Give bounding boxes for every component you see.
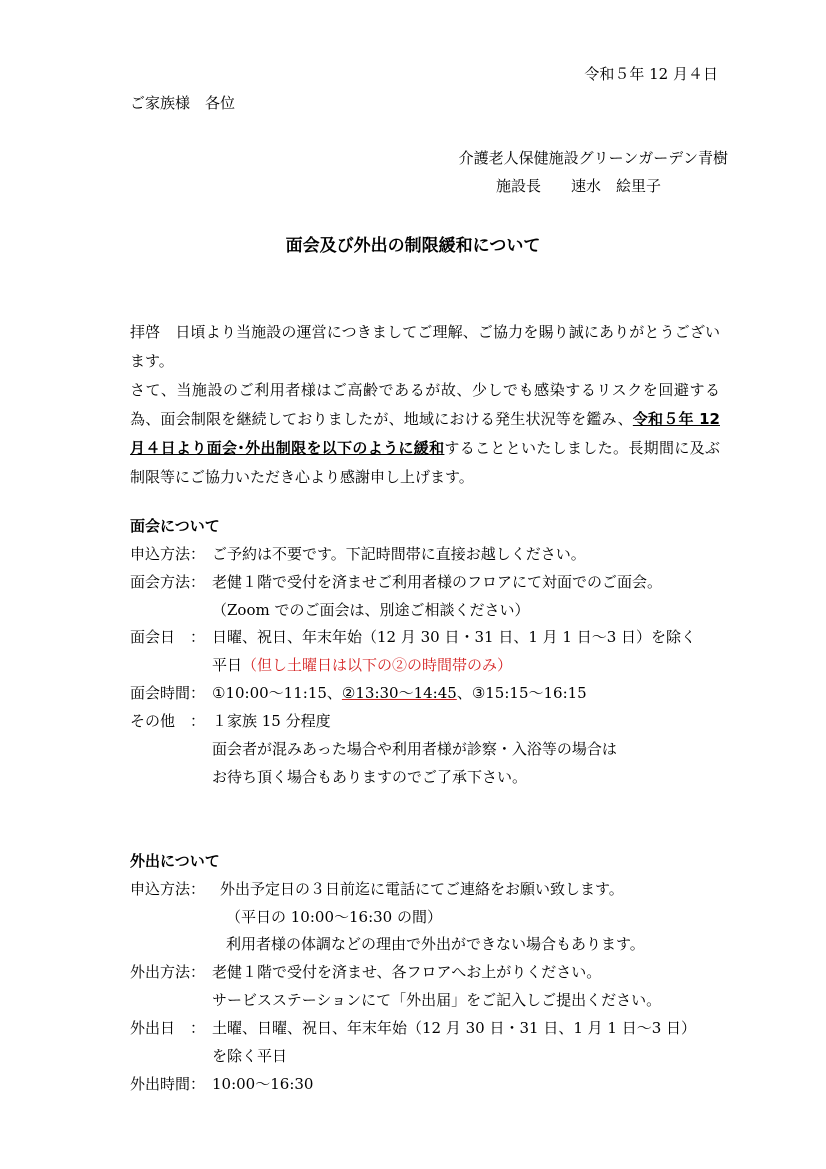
outing-day-label: 外出日 ： [130,1019,206,1037]
addressee: ご家族様 各位 [130,94,236,112]
outing-time-label: 外出時間： [130,1075,206,1093]
outing-time-row [130,1073,313,1094]
visit-day-weekday: 平日 [212,656,243,674]
visit-day-row [130,626,696,647]
visit-time-2: ②13:30～14:45 [341,684,457,702]
visit-day-weekday-row [212,654,512,675]
outing-apply-row [130,878,624,899]
visit-other-note-2: お待ち頂く場合もありますのでご了承下さい。 [212,768,528,786]
outing-apply-note-2: 利用者様の体調などの理由で外出ができない場合もあります。 [226,935,645,953]
visit-apply-label: 申込方法： [130,545,206,563]
visit-time-1: ①10:00～11:15、 [212,684,342,702]
visit-day-text: 日曜、祝日、年末年始（12 月 30 日・31 日、1 月 1 日～3 日）を除く [212,628,697,646]
visit-method-note: （Zoom でのご面会は、別途ご相談ください） [212,601,530,619]
outing-method-text: 老健１階で受付を済ませ、各フロアへお上がりください。 [212,963,602,981]
outing-method-row [130,961,601,982]
intro-body [130,318,720,492]
outing-apply-note-1: （平日の 10:00～16:30 の間） [226,908,442,926]
visit-apply-text: ご予約は不要です。下記時間帯に直接お越しください。 [212,545,586,563]
visit-day-note: （但し土曜日は以下の②の時間帯のみ） [242,656,513,674]
organization-name: 介護老人保健施設グリーンガーデン青樹 [458,149,728,167]
document-date: 令和５年 12 月４日 [584,65,718,83]
document-title: 面会及び外出の制限緩和について [285,236,541,256]
intro-greeting: 拝啓 日頃より当施設の運営につきましてご理解、ご協力を賜り誠にありがとうございます。 [130,323,720,370]
intro-notice-tail: することといたしました。長期間に及ぶ制限等にご協力いただき心より感謝申し上げます。 [130,439,720,486]
outing-day-row [130,1017,696,1038]
visit-other-label: その他 ： [130,712,206,730]
intro-notice [130,376,720,492]
visit-method-row [130,571,662,592]
outing-heading: 外出について [130,852,220,870]
outing-day-text: 土曜、日曜、祝日、年末年始（12 月 30 日・31 日、1 月 1 日～3 日） [212,1019,697,1037]
visit-time-row [130,682,587,703]
outing-time-text: 10:00～16:30 [212,1075,314,1093]
outing-method-label: 外出方法： [130,963,206,981]
visit-other-row [130,710,331,731]
visit-heading: 面会について [130,517,220,535]
outing-method-note: サービスステーションにて「外出届」をご記入しご提出ください。 [212,991,662,1009]
visit-time-3: 、③15:15～16:15 [456,684,587,702]
visit-other-text: １家族 15 分程度 [212,712,331,730]
director-name: 施設長 速水 絵里子 [496,177,662,195]
outing-apply-label: 申込方法： [130,880,206,898]
visit-method-text: 老健１階で受付を済ませご利用者様のフロアにて対面でのご面会。 [212,573,663,591]
intro-notice-emphasis: 令和５年 12 月４日より面会･外出制限を以下のように緩和 [130,410,720,457]
outing-day-note: を除く平日 [212,1047,288,1065]
outing-apply-text: 外出予定日の３日前迄に電話にてご連絡をお願い致します。 [220,880,624,898]
visit-other-note-1: 面会者が混みあった場合や利用者様が診察・入浴等の場合は [212,740,617,758]
visit-apply-row [130,543,586,564]
intro-notice-lead: さて、当施設のご利用者様はご高齢であるが故、少しでも感染するリスクを回避する為、面会制限を継続しておりましたが、地域における発生状況等を鑑み、 [130,381,720,428]
visit-method-label: 面会方法： [130,573,206,591]
visit-day-label: 面会日 ： [130,628,206,646]
visit-time-label: 面会時間： [130,684,206,702]
